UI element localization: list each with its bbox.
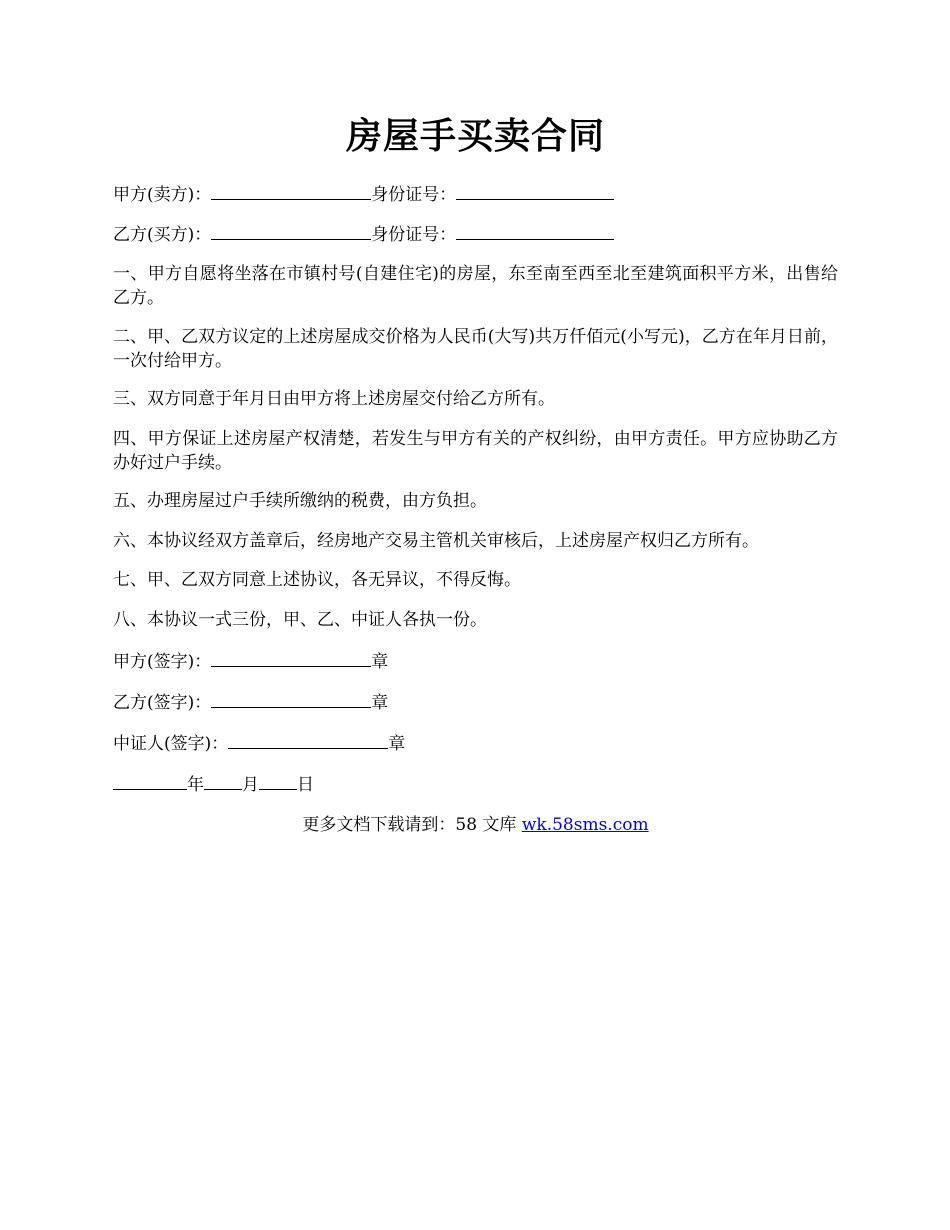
- clause-2: 二、甲、乙双方议定的上述房屋成交价格为人民币(大写)共万仟佰元(小写元)，乙方在年月日前，一次付给甲方。: [113, 327, 838, 371]
- date-year-blank: [113, 771, 187, 790]
- sign-a-row: [113, 648, 838, 674]
- party-b-name-blank: [211, 221, 371, 240]
- clause-3: 三、双方同意于年月日由甲方将上述房屋交付给乙方所有。: [113, 389, 555, 409]
- party-a-id-label: 身份证号：: [371, 185, 457, 205]
- party-b-row: [113, 221, 838, 247]
- footer: [113, 813, 838, 837]
- date-day-blank: [259, 771, 297, 790]
- clause-6: 六、本协议经双方盖章后，经房地产交易主管机关审核后，上述房屋产权归乙方所有。: [113, 531, 759, 551]
- footer-text: 更多文档下载请到：58 文库: [302, 815, 522, 835]
- date-month-label: 月: [242, 775, 259, 795]
- sign-witness-blank: [228, 730, 388, 749]
- party-b-id-blank: [456, 221, 614, 240]
- sign-witness-row: [113, 730, 838, 756]
- party-b-label: 乙方(买方)：: [113, 225, 212, 245]
- party-a-label: 甲方(卖方)：: [113, 185, 212, 205]
- clause-4: 四、甲方保证上述房屋产权清楚，若发生与甲方有关的产权纠纷，由甲方责任。甲方应协助乙方办好过户手续。: [113, 429, 838, 473]
- sign-witness-seal: 章: [388, 734, 406, 754]
- party-b-id-label: 身份证号：: [371, 225, 457, 245]
- sign-b-label: 乙方(签字)：: [113, 693, 212, 713]
- sign-a-label: 甲方(签字)：: [113, 652, 212, 672]
- sign-witness-label: 中证人(签字)：: [113, 734, 229, 754]
- clause-8: 八、本协议一式三份，甲、乙、中证人各执一份。: [113, 610, 487, 630]
- date-day-label: 日: [297, 775, 314, 795]
- sign-a-seal: 章: [371, 652, 389, 672]
- date-year-label: 年: [187, 775, 204, 795]
- clause-1: 一、甲方自愿将坐落在市镇村号(自建住宅)的房屋，东至南至西至北至建筑面积平方米，出售给乙方。: [113, 264, 838, 308]
- party-a-id-blank: [456, 181, 614, 200]
- clause-7: 七、甲、乙双方同意上述协议，各无异议，不得反悔。: [113, 570, 521, 590]
- document-title: 房屋手买卖合同: [345, 115, 605, 157]
- date-month-blank: [204, 771, 242, 790]
- party-a-row: [113, 181, 838, 207]
- clause-5: 五、办理房屋过户手续所缴纳的税费，由方负担。: [113, 491, 487, 511]
- sign-b-row: [113, 689, 838, 715]
- sign-b-seal: 章: [371, 693, 389, 713]
- sign-b-blank: [211, 689, 371, 708]
- sign-a-blank: [211, 648, 371, 667]
- party-a-name-blank: [211, 181, 371, 200]
- date-row: [113, 771, 838, 797]
- footer-link[interactable]: wk.58sms.com: [521, 815, 649, 835]
